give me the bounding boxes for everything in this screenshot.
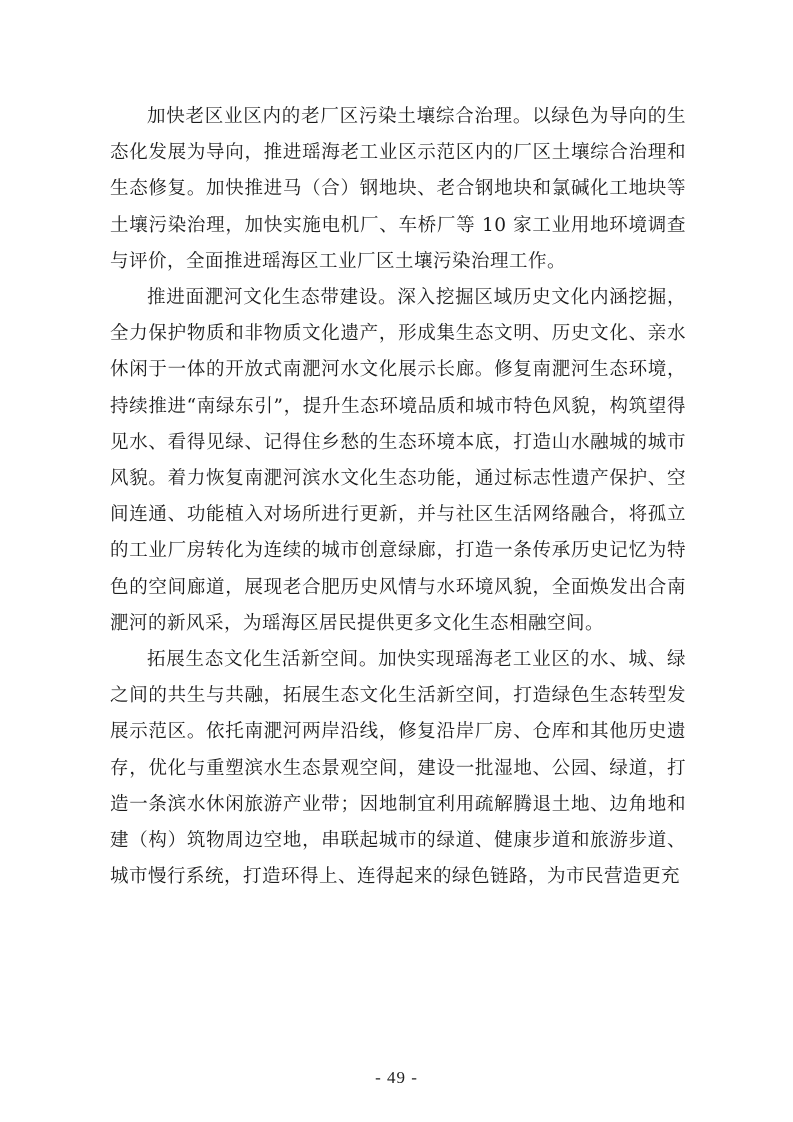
paragraph-cultural-ecology-belt: 推进面淝河文化生态带建设。深入挖掘区域历史文化内涵挖掘，全力保护物质和非物质文化遗产，形成集生态文明、历史文化、亲水休闲于一体的开放式南淝河水文化展示长廊。修复南淝河生态环境，持续推进“南绿东引”，提升生态环境品质和城市特色风貌，构筑望得见水、看得见绿、记得住乡愁的生态环境本底，打造山水融城的城市风貌。着力恢复南淝河滨水文化生态功能，通过标志性遗产保护、空间连通、功能植入对场所进行更新，并与社区生活网络融合，将孤立的工业厂房转化为连续的城市创意绿廊，打造一条传承历史记忆为特色的空间廊道，展现老合肥历史风情与水环境风貌，全面焕发出合南淝河的新风采，为瑶海区居民提供更多文化生态相融空间。: [110, 287, 686, 634]
paragraph-ecological-living-space: 拓展生态文化生活新空间。加快实现瑶海老工业区的水、城、绿之间的共生与共融，拓展生态文化生活新空间，打造绿色生态转型发展示范区。依托南淝河两岸沿线，修复沿岸厂房、仓库和其他历史遗存，优化与重塑滨水生态景观空间，建设一批湿地、公园、绿道，打造一条滨水休闲旅游产业带；因地制宜利用疏解腾退土地、边角地和建（构）筑物周边空地，串联起城市的绿道、健康步道和旅游步道、城市慢行系统，打造环得上、连得起来的绿色链路，为市民营造更充: [110, 649, 686, 888]
page-number: - 49 -: [375, 1068, 418, 1087]
paragraph-soil-remediation: 加快老区业区内的老厂区污染土壤综合治理。以绿色为导向的生态化发展为导向，推进瑶海老工业区示范区内的厂区土壤综合治理和生态修复。加快推进马（合）钢地块、老合钢地块和氯碱化工地块等土壤污染治理，加快实施电机厂、车桥厂等 10 家工业用地环境调查与评价，全面推进瑶海区工业厂区土壤污染治理工作。: [110, 106, 686, 272]
document-body: [110, 99, 686, 895]
